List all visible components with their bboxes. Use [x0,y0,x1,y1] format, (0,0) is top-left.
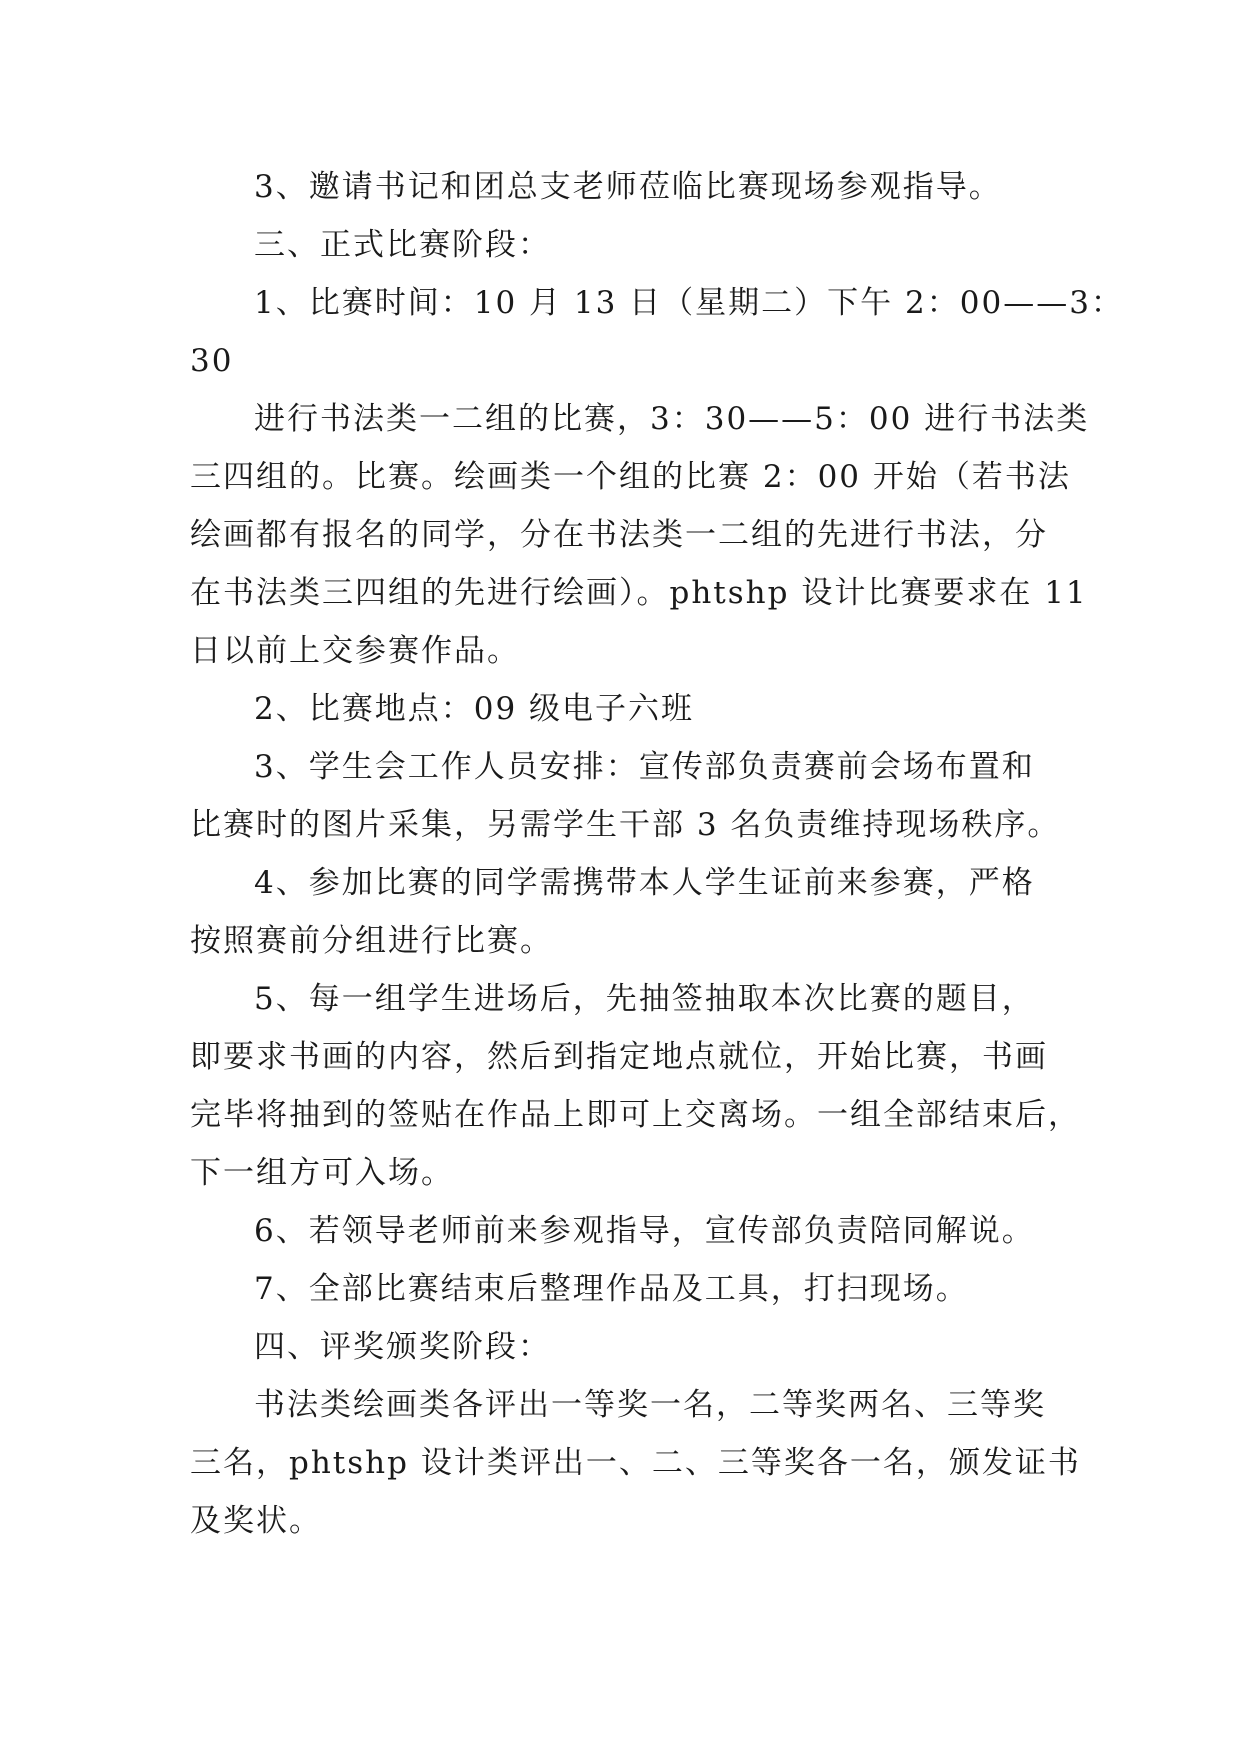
text-line: 3、学生会工作人员安排：宣传部负责赛前会场布置和 [254,749,1035,785]
text-line: 即要求书画的内容，然后到指定地点就位，开始比赛，书画 [190,1039,1048,1075]
text-line: 日以前上交参赛作品。 [190,633,520,669]
text-line: 在书法类三四组的先进行绘画）。phtshp 设计比赛要求在 11 [190,575,1088,611]
text-line: 比赛时的图片采集，另需学生干部 3 名负责维持现场秩序。 [190,807,1061,843]
document-body [190,158,1124,1550]
text-line: 按照赛前分组进行比赛。 [190,923,553,959]
text-line: 5、每一组学生进场后，先抽签抽取本次比赛的题目， [254,981,1035,1017]
text-line: 绘画都有报名的同学，分在书法类一二组的先进行书法，分 [190,517,1048,553]
text-line: 3、邀请书记和团总支老师莅临比赛现场参观指导。 [254,169,1002,205]
text-line: 三名，phtshp 设计类评出一、二、三等奖各一名，颁发证书 [190,1445,1081,1481]
text-line: 进行书法类一二组的比赛，3：30——5：00 进行书法类 [254,401,1090,437]
text-line: 三四组的。比赛。绘画类一个组的比赛 2：00 开始（若书法 [190,459,1071,495]
text-line: 下一组方可入场。 [190,1155,454,1191]
text-line: 30 [190,343,234,379]
text-line: 6、若领导老师前来参观指导，宣传部负责陪同解说。 [254,1213,1035,1249]
text-line: 及奖状。 [190,1503,322,1539]
text-line: 书法类绘画类各评出一等奖一名，二等奖两名、三等奖 [254,1387,1046,1423]
text-line: 4、参加比赛的同学需携带本人学生证前来参赛，严格 [254,865,1035,901]
section-heading: 四、评奖颁奖阶段： [254,1329,551,1365]
text-line: 完毕将抽到的签贴在作品上即可上交离场。一组全部结束后， [190,1097,1081,1133]
text-line: 7、全部比赛结束后整理作品及工具，打扫现场。 [254,1271,969,1307]
text-line: 1、比赛时间：10 月 13 日（星期二）下午 2：00——3： [254,285,1124,321]
section-heading: 三、正式比赛阶段： [254,227,551,263]
text-line: 2、比赛地点：09 级电子六班 [254,691,695,727]
